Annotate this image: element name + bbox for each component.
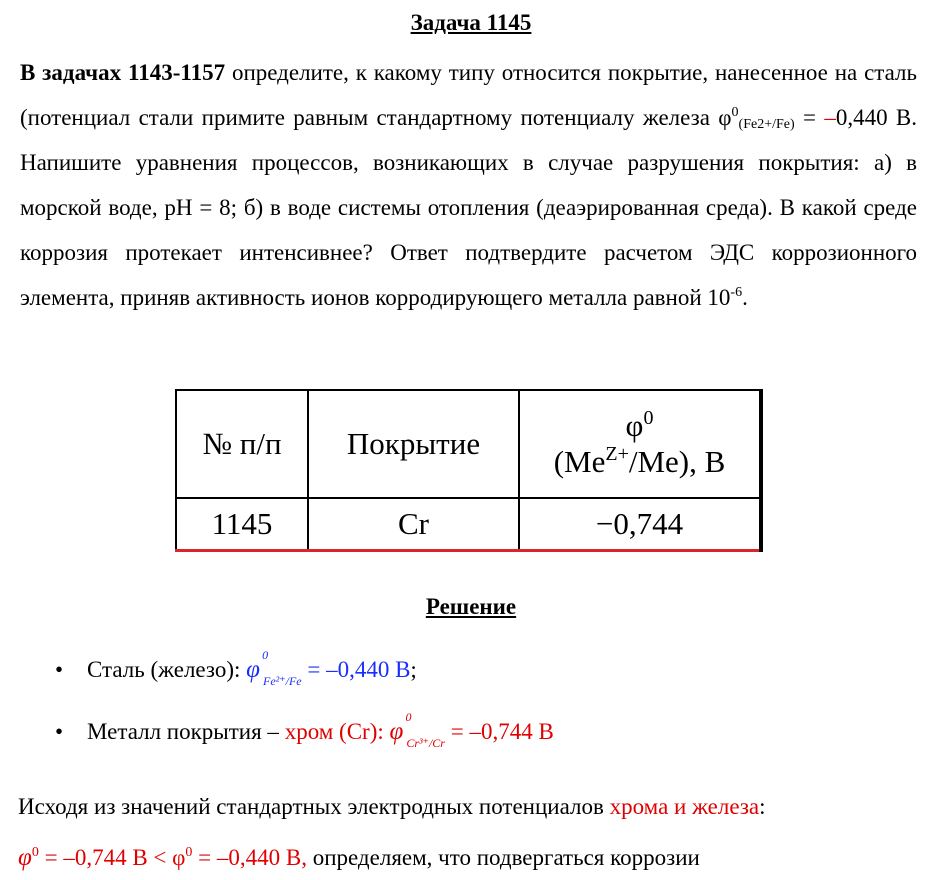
steel-value: = –0,440 В [301, 657, 411, 682]
compare-end: = –0,440 В, [192, 845, 307, 870]
table-row [176, 498, 761, 551]
conclusion-colon: : [759, 794, 766, 819]
row-number: 1145 [176, 498, 308, 551]
phi-sub: (Fe2+/Fe) [738, 117, 795, 132]
compare-phi-1: φ [18, 844, 32, 871]
problem-statement [20, 50, 917, 320]
bullet-coating-label: Металл покрытия – [87, 719, 285, 744]
table-header-row [176, 390, 761, 498]
chromium-phi: φ 0 $_{Cr^{3+}/Cr}$ [389, 710, 445, 750]
compare-sup-1: 0 [31, 845, 39, 860]
conclusion-red: хрома и железа [609, 794, 760, 819]
compare-tail: определяем, что подвергаться коррозии [306, 845, 700, 870]
col-number-header: № п/п [176, 390, 308, 498]
col3-z-sup: Z+ [605, 443, 629, 465]
row-potential: −0,744 [519, 498, 761, 551]
col-potential-header [519, 390, 761, 498]
problem-lead: В задачах 1143-1157 [20, 60, 226, 85]
col3-phi: φ [625, 408, 644, 443]
conclusion-text [18, 784, 917, 880]
problem-text-2: . Напишите уравнения процессов, возникающих в случае разрушения покрытия: а) в морской воде, рН = 8; б) в воде системы отопления (деаэрированная среда). В какой среде коррозия протекает интенсивнее? Ответ подтвердите расчетом ЭДС коррозионного элемента, приняв активность ионов корродирующего металла равной 10 [20, 105, 917, 310]
col3-phi-sup: 0 [643, 407, 654, 429]
chromium-value: = –0,744 В [444, 719, 554, 744]
bullet-coating-red: хром (Cr): [284, 719, 390, 744]
phi-sup: 0 [731, 105, 739, 120]
col3-me-b: /Me), B [628, 444, 726, 479]
problem-eq: = [794, 105, 825, 130]
problem-text-1: определите, к какому типу относится покрытие, нанесенное на сталь (потенциал стали примите равным стандартному потенциалу железа φ [20, 60, 918, 130]
bullet-steel [55, 648, 417, 688]
power-sup: -6 [730, 285, 743, 300]
compare-sup-2: 0 [185, 845, 193, 860]
task-title: Задача 1145 [410, 10, 532, 35]
bullet-steel-label: Сталь (железо): [87, 657, 247, 682]
problem-value: 0,440 В [835, 105, 912, 130]
solution-title: Решение [425, 594, 517, 619]
col-coating-header: Покрытие [308, 390, 519, 498]
bullet-dot: • [55, 657, 64, 682]
steel-tail: ; [410, 657, 417, 682]
compare-mid: = –0,744 В < φ [38, 845, 186, 870]
conclusion-black: Исходя из значений стандартных электродных потенциалов [18, 794, 610, 819]
problem-end: . [742, 285, 748, 310]
coating-table [175, 389, 763, 552]
steel-phi: φ 0 $_{Fe^{2+}/Fe}$ [246, 648, 302, 688]
col3-me: (Me [553, 444, 606, 479]
problem-minus: – [824, 105, 836, 130]
row-coating: Cr [308, 498, 519, 551]
bullet-coating-metal [55, 710, 554, 750]
bullet-dot: • [55, 719, 64, 744]
